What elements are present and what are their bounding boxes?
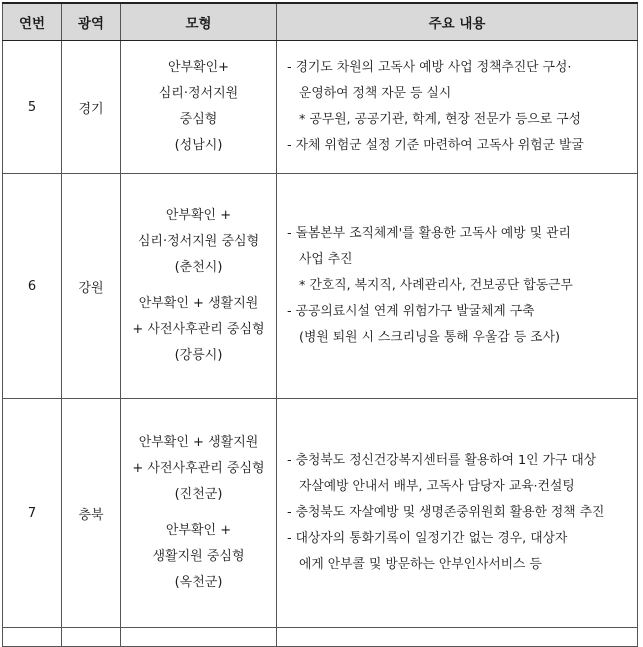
model-line: 중심형 <box>179 112 218 127</box>
model-gap <box>125 508 272 518</box>
content-line: - 대상자의 통화기록이 일정기간 없는 경우, 대상자 <box>287 531 568 546</box>
policy-table <box>2 2 638 647</box>
model-line: 심리·정서지원 <box>158 86 239 101</box>
row-region: 충북 <box>62 399 121 628</box>
content-line: - 충청북도 자살예방 및 생명존중위원회 활용한 정책 추진 <box>287 505 605 520</box>
table-row <box>3 41 638 174</box>
model-line: 안부확인 + <box>165 523 232 538</box>
row-content <box>277 41 638 174</box>
table-row <box>3 174 638 399</box>
model-line: (강릉시) <box>174 348 223 363</box>
content-line: * 공무원, 공공기관, 학계, 현장 전문가 등으로 구성 <box>299 112 581 127</box>
row-content <box>277 399 638 628</box>
content-line: - 경기도 차원의 고독사 예방 사업 정책추진단 구성· <box>287 60 572 75</box>
row-region: 강원 <box>62 174 121 399</box>
content-line: 운영하여 정책 자문 등 실시 <box>299 86 452 101</box>
model-line: 안부확인 + 생활지원 <box>138 435 259 450</box>
content-line: 에게 안부콜 및 방문하는 안부인사서비스 등 <box>299 557 542 572</box>
row-no: 7 <box>3 399 62 628</box>
row-region: 경기 <box>62 41 121 174</box>
model-line: (춘천시) <box>174 260 223 275</box>
header-region: 광역 <box>62 3 121 41</box>
row-no: 6 <box>3 174 62 399</box>
content-line: * 간호직, 복지직, 사례관리사, 건보공단 합동근무 <box>299 278 573 293</box>
table-row-partial <box>3 628 638 647</box>
model-line: + 사전사후관리 중심형 <box>132 322 265 337</box>
row-model <box>121 174 277 399</box>
row-no <box>3 628 62 647</box>
content-line: - 돌봄본부 조직체계'를 활용한 고독사 예방 및 관리 <box>287 226 571 241</box>
content-line: (병원 퇴원 시 스크리닝을 통해 우울감 등 조사) <box>299 330 560 345</box>
row-region <box>62 628 121 647</box>
model-line: (진천군) <box>174 487 223 502</box>
header-row <box>3 3 638 41</box>
row-content <box>277 174 638 399</box>
model-line: 안부확인+ <box>167 60 230 75</box>
table-row <box>3 399 638 628</box>
model-line: 안부확인 + <box>165 208 232 223</box>
content-line: 사업 추진 <box>299 252 353 267</box>
row-model <box>121 628 277 647</box>
content-line: - 공공의료시설 연계 위험가구 발굴체계 구축 <box>287 304 535 319</box>
header-content: 주요 내용 <box>277 3 638 41</box>
row-model <box>121 41 277 174</box>
content-line: - 충청북도 정신건강복지센터를 활용하여 1인 가구 대상 <box>287 453 597 468</box>
row-content <box>277 628 638 647</box>
model-line: 심리·정서지원 중심형 <box>137 234 260 249</box>
header-model: 모형 <box>121 3 277 41</box>
model-line: 안부확인 + 생활지원 <box>138 296 259 311</box>
content-line: - 자체 위험군 설정 기준 마련하여 고독사 위험군 발굴 <box>287 138 584 153</box>
model-line: (성남시) <box>174 138 223 153</box>
model-line: + 사전사후관리 중심형 <box>132 461 265 476</box>
header-no: 연번 <box>3 3 62 41</box>
row-model <box>121 399 277 628</box>
content-line: 자살예방 안내서 배부, 고독사 담당자 교육·컨설팅 <box>299 479 575 494</box>
model-line: (옥천군) <box>174 575 223 590</box>
model-line: 생활지원 중심형 <box>152 549 245 564</box>
row-no: 5 <box>3 41 62 174</box>
model-gap <box>125 281 272 291</box>
